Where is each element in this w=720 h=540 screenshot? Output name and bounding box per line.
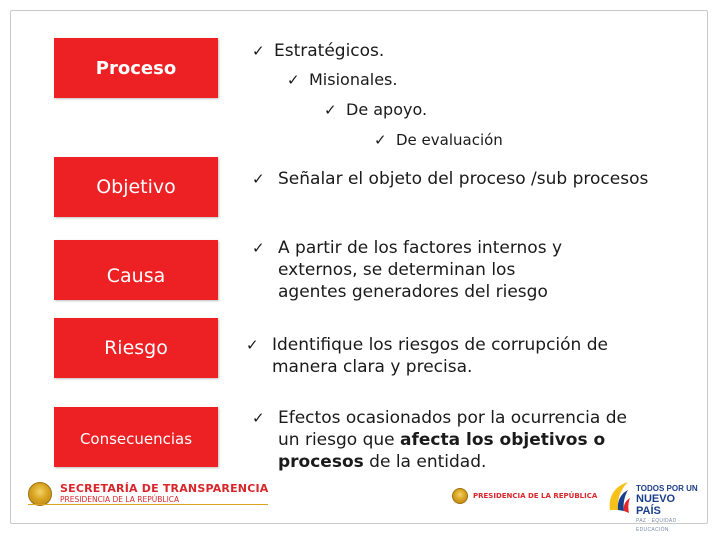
- consecuencias-description: [252, 407, 627, 473]
- consecuencias-text-bold: afecta los objetivos o procesos: [278, 430, 606, 472]
- riesgo-text: Identifique los riesgos de corrupción de manera clara y precisa.: [272, 335, 608, 377]
- label-proceso-text: Proceso: [95, 57, 177, 79]
- consecuencias-text-part1: Efectos ocasionados por la ocurrencia de un riesgo que: [278, 408, 627, 450]
- consecuencias-text: [278, 407, 627, 473]
- proceso-item-text: De apoyo.: [346, 100, 428, 119]
- proceso-item-text: Misionales.: [309, 70, 398, 89]
- causa-text: A partir de los factores internos y externos, se determinan los agentes generadores del riesgo: [278, 238, 563, 302]
- label-objetivo-text: Objetivo: [96, 176, 176, 198]
- check-icon: ✓: [287, 71, 300, 89]
- presidencia-logo-text: PRESIDENCIA DE LA REPÚBLICA: [473, 492, 598, 500]
- label-consecuencias-text: Consecuencias: [79, 430, 193, 448]
- consecuencias-text-part2: de la entidad.: [363, 452, 487, 472]
- check-icon: ✓: [252, 42, 265, 60]
- proceso-item-misionales: [287, 69, 397, 91]
- proceso-item-apoyo: [324, 99, 427, 121]
- todos-por-un-nuevo-pais-logo: [606, 476, 702, 533]
- nuevo-pais-tagline: PAZ · EQUIDAD · EDUCACIÓN: [636, 518, 681, 533]
- nuevo-pais-text: [636, 484, 702, 535]
- check-icon: ✓: [246, 336, 259, 354]
- coat-of-arms-icon: [28, 482, 52, 506]
- nuevo-pais-line1: TODOS POR UN: [636, 484, 698, 493]
- label-proceso: [54, 38, 218, 98]
- footer-divider: [28, 504, 268, 505]
- proceso-item-evaluacion: [374, 129, 503, 151]
- coat-of-arms-icon: [452, 488, 468, 504]
- objetivo-text: Señalar el objeto del proceso /sub procesos: [278, 169, 649, 189]
- objetivo-description: [252, 168, 648, 190]
- secretaria-logo-subtitle: PRESIDENCIA DE LA REPÚBLICA: [60, 495, 180, 504]
- presidencia-logo: [452, 488, 597, 504]
- label-riesgo-text: Riesgo: [104, 337, 168, 359]
- label-objetivo: [54, 157, 218, 217]
- nuevo-pais-line2: NUEVO PAÍS: [636, 493, 676, 517]
- secretaria-logo-title: SECRETARÍA DE TRANSPARENCIA: [60, 482, 269, 495]
- riesgo-description: [246, 334, 608, 378]
- check-icon: ✓: [252, 170, 265, 188]
- causa-description: [252, 237, 562, 303]
- label-riesgo: [54, 318, 218, 378]
- check-icon: ✓: [324, 101, 337, 119]
- secretaria-transparencia-logo: [28, 482, 269, 506]
- check-icon: ✓: [374, 131, 387, 149]
- check-icon: ✓: [252, 409, 265, 427]
- proceso-item-estrategicos: [252, 40, 384, 62]
- label-causa: [54, 240, 218, 300]
- proceso-item-text: De evaluación: [396, 131, 503, 149]
- proceso-item-text: Estratégicos.: [274, 41, 385, 61]
- label-consecuencias: [54, 407, 218, 467]
- label-causa-text: Causa: [106, 265, 166, 287]
- colombia-swoosh-icon: [606, 480, 632, 516]
- check-icon: ✓: [252, 239, 265, 257]
